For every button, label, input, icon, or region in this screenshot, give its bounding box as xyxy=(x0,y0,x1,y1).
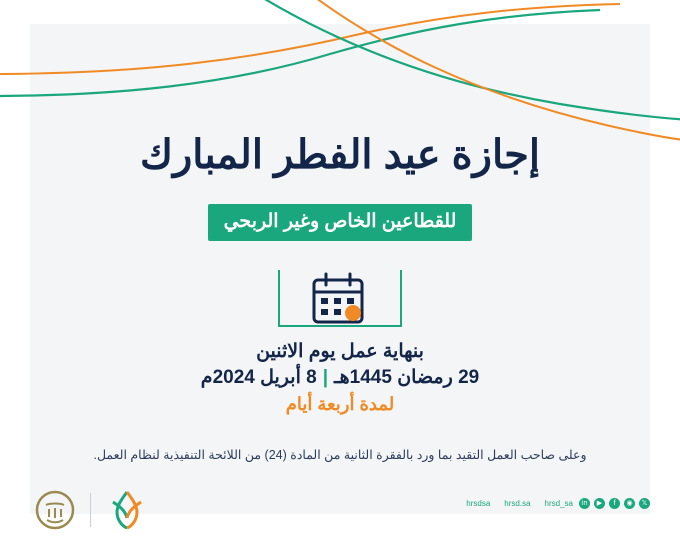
footer-bar xyxy=(0,480,680,541)
date-gregorian: 8 أبريل 2024م xyxy=(200,367,317,388)
facebook-icon[interactable]: f xyxy=(609,498,620,509)
logo-divider xyxy=(90,493,91,527)
date-line-weekday: بنهاية عمل يوم الاثنين xyxy=(256,341,424,362)
instagram-icon[interactable]: ◉ xyxy=(624,498,635,509)
date-separator: | xyxy=(322,367,329,388)
social-handle-2: hrsd.sa xyxy=(504,499,531,508)
subtitle-badge: للقطاعين الخاص وغير الربحي xyxy=(208,204,473,241)
social-handle-3: hrsdsa xyxy=(466,499,491,508)
date-line-full xyxy=(0,366,680,389)
youtube-icon[interactable]: ▶ xyxy=(594,498,605,509)
social-handle-1: hrsd_sa xyxy=(544,499,573,508)
date-hijri: 29 رمضان 1445هـ xyxy=(334,367,480,388)
page-title: إجازة عيد الفطر المبارك xyxy=(140,133,540,177)
footer-logos xyxy=(34,488,149,532)
hrsd-ministry-logo xyxy=(105,488,149,532)
calendar-icon-block xyxy=(0,272,680,333)
duration-text: لمدة أربعة أيام xyxy=(285,394,395,414)
social-links xyxy=(458,498,650,509)
saudi-emblem-logo xyxy=(34,489,76,531)
calendar-icon xyxy=(304,272,376,328)
legal-note: وعلى صاحب العمل التقيد بما ورد بالفقرة الثانية من المادة (24) من اللائحة التنفيذية لنظام العمل. xyxy=(93,448,587,462)
icon-underline-rule xyxy=(278,325,402,327)
x-icon[interactable]: 𝕏 xyxy=(639,498,650,509)
linkedin-icon[interactable]: in xyxy=(579,498,590,509)
subtitle-container xyxy=(0,204,680,241)
